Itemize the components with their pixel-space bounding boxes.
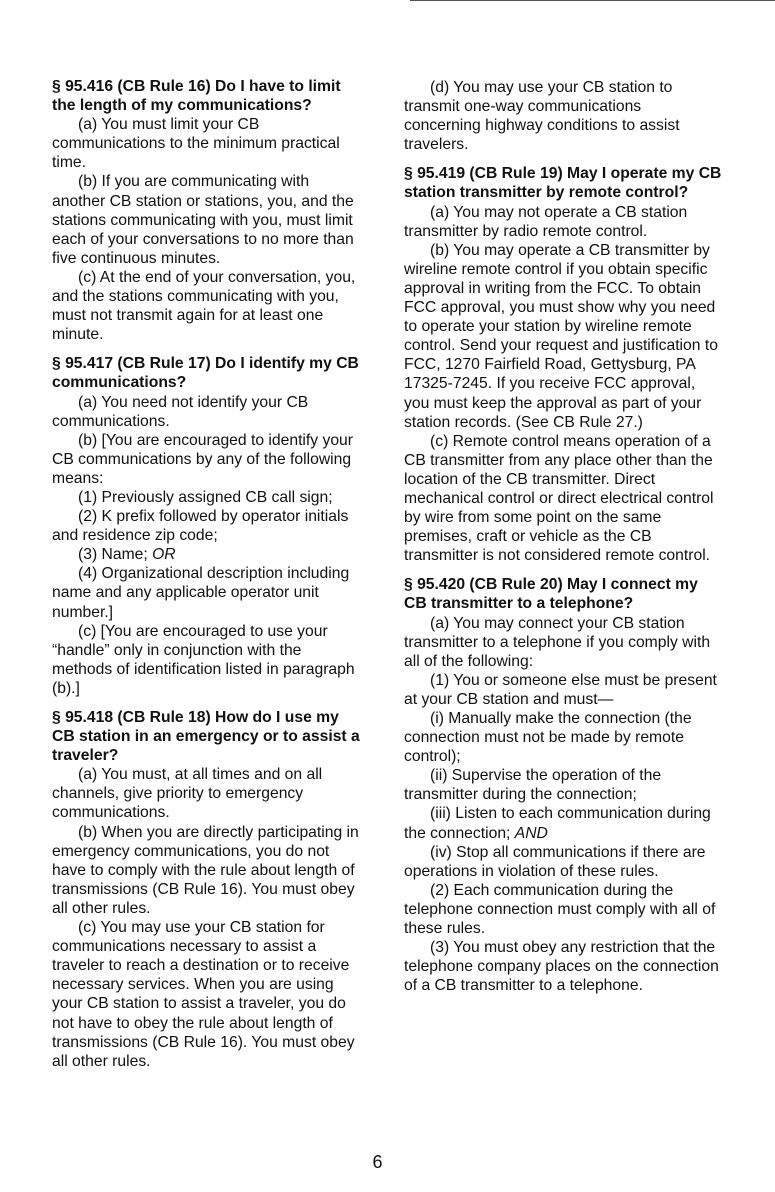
section-heading: § 95.419 (CB Rule 19) May I operate my CB station transmitter by remote control?	[404, 165, 722, 202]
section-heading: § 95.416 (CB Rule 16) Do I have to limit the length of my communications?	[52, 78, 341, 115]
paragraph: (b) When you are directly participating in emergency communications, you do not have to comply with the rule about length of transmissions (CB Rule 16). You must obey all other rules.	[52, 823, 359, 917]
paragraph: (a) You may connect your CB station transmitter to a telephone if you comply with all of the following:	[404, 614, 711, 670]
paragraph: (2) Each communication during the telephone connection must comply with all of these rules.	[404, 881, 716, 938]
paragraph: (b) [You are encouraged to identify your CB communications by any of the following means:	[52, 431, 353, 487]
section-95-416	[52, 77, 364, 344]
paragraph: (1) Previously assigned CB call sign;	[78, 488, 333, 506]
top-rule	[410, 0, 775, 1]
section-heading: § 95.417 (CB Rule 17) Do I identify my CB communications?	[52, 355, 359, 392]
section-heading: § 95.420 (CB Rule 20) May I connect my CB transmitter to a telephone?	[404, 576, 698, 613]
paragraph: (a) You may not operate a CB station transmitter by radio remote control.	[404, 203, 688, 240]
left-column	[52, 77, 364, 1081]
section-95-418-continued	[404, 78, 722, 154]
section-95-419	[404, 164, 722, 565]
paragraph: (i) Manually make the connection (the connection must not be made by remote control);	[404, 710, 692, 766]
paragraph: (b) You may operate a CB transmitter by wireline remote control if you obtain specific approval in writing from the FCC. To obtain FCC approval, you must show why you need to operate your station by wireline remote control. Send your request and justification to FCC, 1270 Fairfield Road, Gettysburg, PA 17325-7245. If you receive FCC approval, you must keep the approval as part of your station records. (See CB Rule 27.)	[404, 241, 718, 431]
right-column	[404, 78, 722, 1005]
paragraph: (b) If you are communicating with another CB station or stations, you, and the stations communicating with you, must limit each of your conversations to no more than five continuous minutes.	[52, 173, 354, 267]
paragraph: (iv) Stop all communications if there are operations in violation of these rules.	[404, 843, 706, 880]
section-95-418	[52, 708, 364, 1071]
paragraph: (3) Name; OR	[78, 546, 176, 564]
page-number-text: 6	[372, 1152, 383, 1172]
paragraph: (2) K prefix followed by operator initials and residence zip code;	[52, 508, 349, 545]
paragraph: (4) Organizational description including name and any applicable operator unit number.]	[52, 565, 350, 621]
paragraph: (c) [You are encouraged to use your “handle” only in conjunction with the methods of identification listed in paragraph (b).]	[52, 622, 355, 697]
paragraph: (c) Remote control means operation of a CB transmitter from any place other than the location of the CB transmitter. Direct mechanical control or direct electrical control by wire from some point on the same premises, craft or vehicle as the CB transmitter is not considered remote control.	[404, 432, 714, 565]
paragraph: (1) You or someone else must be present at your CB station and must—	[404, 671, 717, 708]
section-95-420	[404, 575, 722, 995]
paragraph: (a) You must, at all times and on all channels, give priority to emergency communications.	[52, 766, 323, 822]
paragraph: (ii) Supervise the operation of the transmitter during the connection;	[404, 767, 662, 804]
emphasis: OR	[152, 546, 176, 564]
paragraph: (3) You must obey any restriction that the telephone company places on the connection of a CB transmitter to a telephone.	[404, 939, 719, 995]
paragraph: (iii) Listen to each communication during the connection; AND	[404, 805, 711, 842]
paragraph: (a) You must limit your CB communications to the minimum practical time.	[52, 116, 340, 172]
emphasis: AND	[514, 824, 548, 842]
paragraph: (d) You may use your CB station to transmit one-way communications concerning highway conditions to assist travelers.	[404, 79, 680, 154]
paragraph: (a) You need not identify your CB communications.	[52, 393, 309, 430]
paragraph: (c) You may use your CB station for communications necessary to assist a traveler to reach a destination or to receive necessary services. When you are using your CB station to assist a traveler, you do not have to obey the rule about length of transmissions (CB Rule 16). You must obey all other rules.	[52, 919, 355, 1070]
page-number	[0, 1152, 775, 1173]
section-heading: § 95.418 (CB Rule 18) How do I use my CB station in an emergency or to assist a traveler?	[52, 709, 360, 765]
section-95-417	[52, 354, 364, 698]
paragraph: (c) At the end of your conversation, you, and the stations communicating with you, must not transmit again for at least one minute.	[52, 268, 356, 344]
